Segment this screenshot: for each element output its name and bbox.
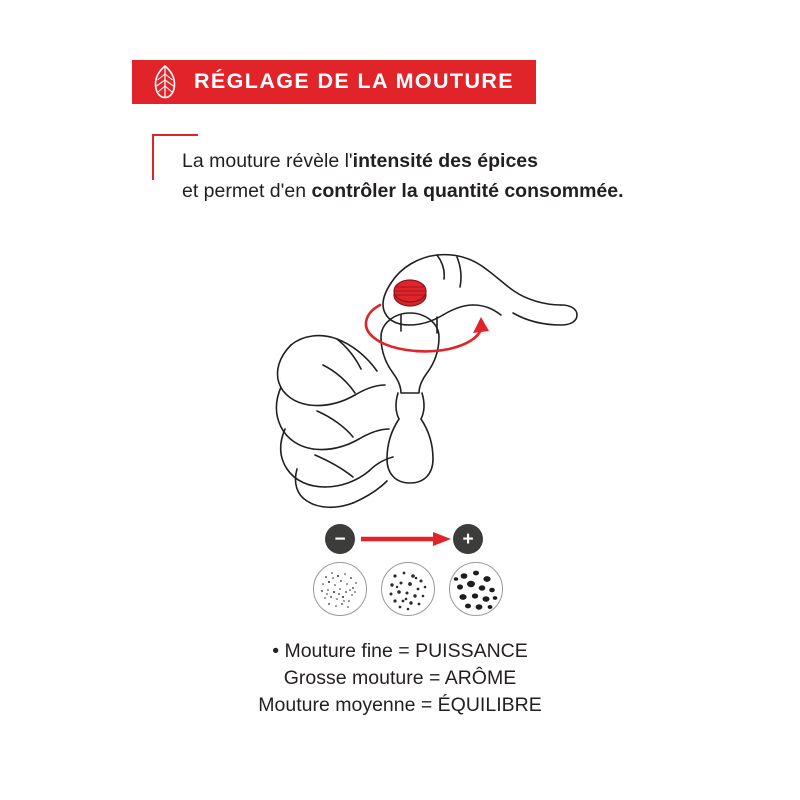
grind-scale bbox=[325, 524, 485, 558]
plus-icon: + bbox=[453, 524, 483, 554]
page-title: RÉGLAGE DE LA MOUTURE bbox=[194, 69, 515, 94]
minus-icon: − bbox=[325, 524, 355, 554]
legend-line-1: • Mouture fine = PUISSANCE bbox=[272, 640, 528, 662]
header-banner bbox=[132, 60, 536, 104]
intro-line2-plain: et permet d'en bbox=[182, 180, 312, 202]
grind-sample-medium bbox=[381, 562, 435, 616]
grind-legend bbox=[200, 638, 600, 719]
intro-line1-bold: intensité des épices bbox=[352, 150, 538, 172]
grind-samples bbox=[313, 562, 503, 616]
grind-sample-coarse bbox=[449, 562, 503, 616]
legend-line-2: Grosse mouture = ARÔME bbox=[283, 667, 517, 689]
knob bbox=[394, 280, 426, 306]
pepper-mill-icon bbox=[150, 65, 180, 99]
arrow-right-icon bbox=[361, 532, 451, 546]
grind-sample-fine bbox=[313, 562, 367, 616]
intro-line1-plain: La mouture révèle l' bbox=[182, 150, 353, 172]
intro-text bbox=[182, 146, 662, 206]
legend-line-3: Mouture moyenne = ÉQUILIBRE bbox=[258, 694, 542, 716]
intro-line2-bold: contrôler la quantité consommée. bbox=[311, 180, 624, 202]
hand-mill-illustration bbox=[205, 205, 605, 515]
